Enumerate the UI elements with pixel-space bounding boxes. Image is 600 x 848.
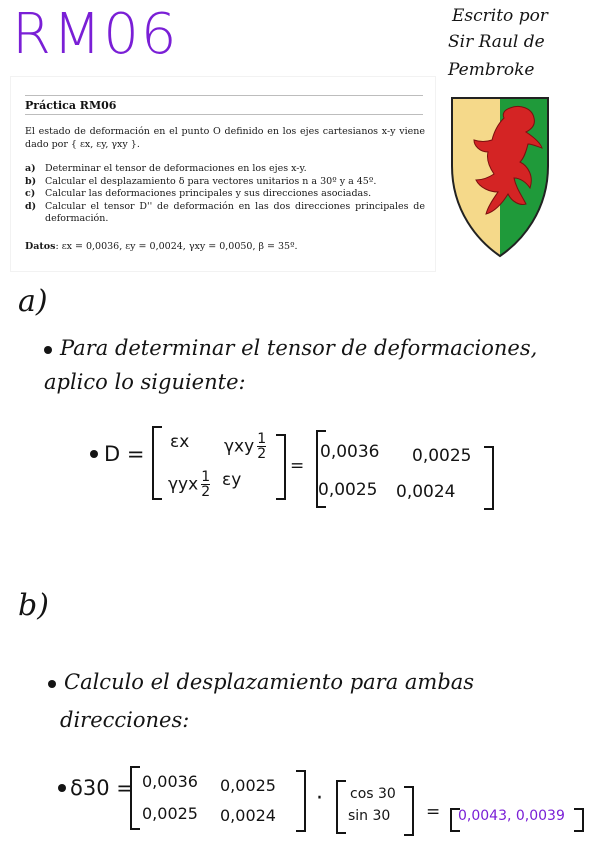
list-item <box>25 201 425 226</box>
problem-statement <box>10 76 436 272</box>
section-a-text-2: aplico lo siguiente: <box>44 370 246 394</box>
cell-sin: sin 30 <box>348 808 391 824</box>
coat-of-arms-icon <box>450 96 550 258</box>
problem-list <box>25 163 425 226</box>
cell-ey: εy <box>222 470 242 490</box>
result-bracket-right <box>574 808 584 832</box>
item-label: b) <box>25 175 37 187</box>
cell-cos: cos 30 <box>350 786 396 802</box>
problem-intro: El estado de deformación en el punto O definido en los ejes cartesianos x-y viene dado por { εx, εy, γxy }. <box>25 126 425 150</box>
equals-sign: = <box>426 802 441 822</box>
cell: 0,0024 <box>220 806 276 825</box>
bullet-icon <box>48 680 56 688</box>
divider <box>25 95 423 96</box>
item-label: a) <box>25 163 36 174</box>
section-b-text-1 <box>48 670 474 694</box>
item-label: d) <box>25 200 37 212</box>
tensor-label: D = <box>104 442 145 466</box>
author-line-3: Pembroke <box>448 60 535 80</box>
item-text: Calcular el tensor D'' de deformación en las dos direcciones principales de deformación. <box>45 200 425 224</box>
divider <box>25 114 423 115</box>
result-value: 0,0043, 0,0039 <box>458 808 565 824</box>
bullet-icon <box>58 784 66 792</box>
cell: 0,0025 <box>220 776 276 795</box>
data-label: Datos <box>25 241 56 252</box>
page-title: RM06 <box>12 2 179 67</box>
text: Para determinar el tensor de deformaciones, <box>60 336 538 360</box>
item-text: Calcular el desplazamiento δ para vectores unitarios n a 30º y a 45º. <box>45 175 377 187</box>
equals-sign: = <box>290 456 305 476</box>
section-a-label: a) <box>18 284 48 319</box>
section-a-text-1 <box>44 336 537 360</box>
vector-bracket-left <box>336 780 346 834</box>
cell: 0,0025 <box>142 804 198 823</box>
dot-operator: · <box>316 786 323 811</box>
bullet-icon <box>90 450 98 458</box>
section-b-label: b) <box>18 588 49 623</box>
matrix-bracket-left <box>130 766 140 830</box>
problem-title: Práctica RM06 <box>25 99 117 112</box>
matrix-bracket-right <box>484 446 494 510</box>
cell: 0,0036 <box>142 772 198 791</box>
cell: 0,0024 <box>396 482 456 502</box>
cell: 0,0036 <box>320 442 380 462</box>
item-label: c) <box>25 188 36 199</box>
cell-gxy: γxy $\frac{1}{2}$ <box>224 431 267 462</box>
matrix-bracket-right <box>296 770 306 832</box>
data-values: : εx = 0,0036, εy = 0,0024, γxy = 0,0050, β = 35º. <box>55 241 298 252</box>
matrix-bracket-right <box>276 434 286 500</box>
item-text: Calcular las deformaciones principales y sus direcciones asociadas. <box>45 188 372 199</box>
cell: 0,0025 <box>318 480 378 500</box>
author-line-2: Sir Raul de <box>448 32 545 52</box>
delta30-label: δ30 = <box>70 776 134 800</box>
matrix-bracket-left <box>152 426 162 500</box>
section-b-text-2: direcciones: <box>60 708 190 732</box>
cell-ex: εx <box>170 432 190 452</box>
cell: 0,0025 <box>412 446 472 466</box>
list-item <box>25 176 425 189</box>
list-item <box>25 163 425 176</box>
vector-bracket-right <box>404 786 414 836</box>
text: Calculo el desplazamiento para ambas <box>64 670 475 694</box>
fraction: $\frac{1}{2}$ <box>257 431 267 462</box>
author-line-1: Escrito por <box>452 6 548 26</box>
cell-gyx: γyx $\frac{1}{2}$ <box>168 469 211 500</box>
fraction: $\frac{1}{2}$ <box>201 469 211 500</box>
item-text: Determinar el tensor de deformaciones en los ejes x-y. <box>45 163 307 174</box>
bullet-icon <box>44 346 52 354</box>
list-item <box>25 188 425 201</box>
problem-data <box>25 241 298 252</box>
